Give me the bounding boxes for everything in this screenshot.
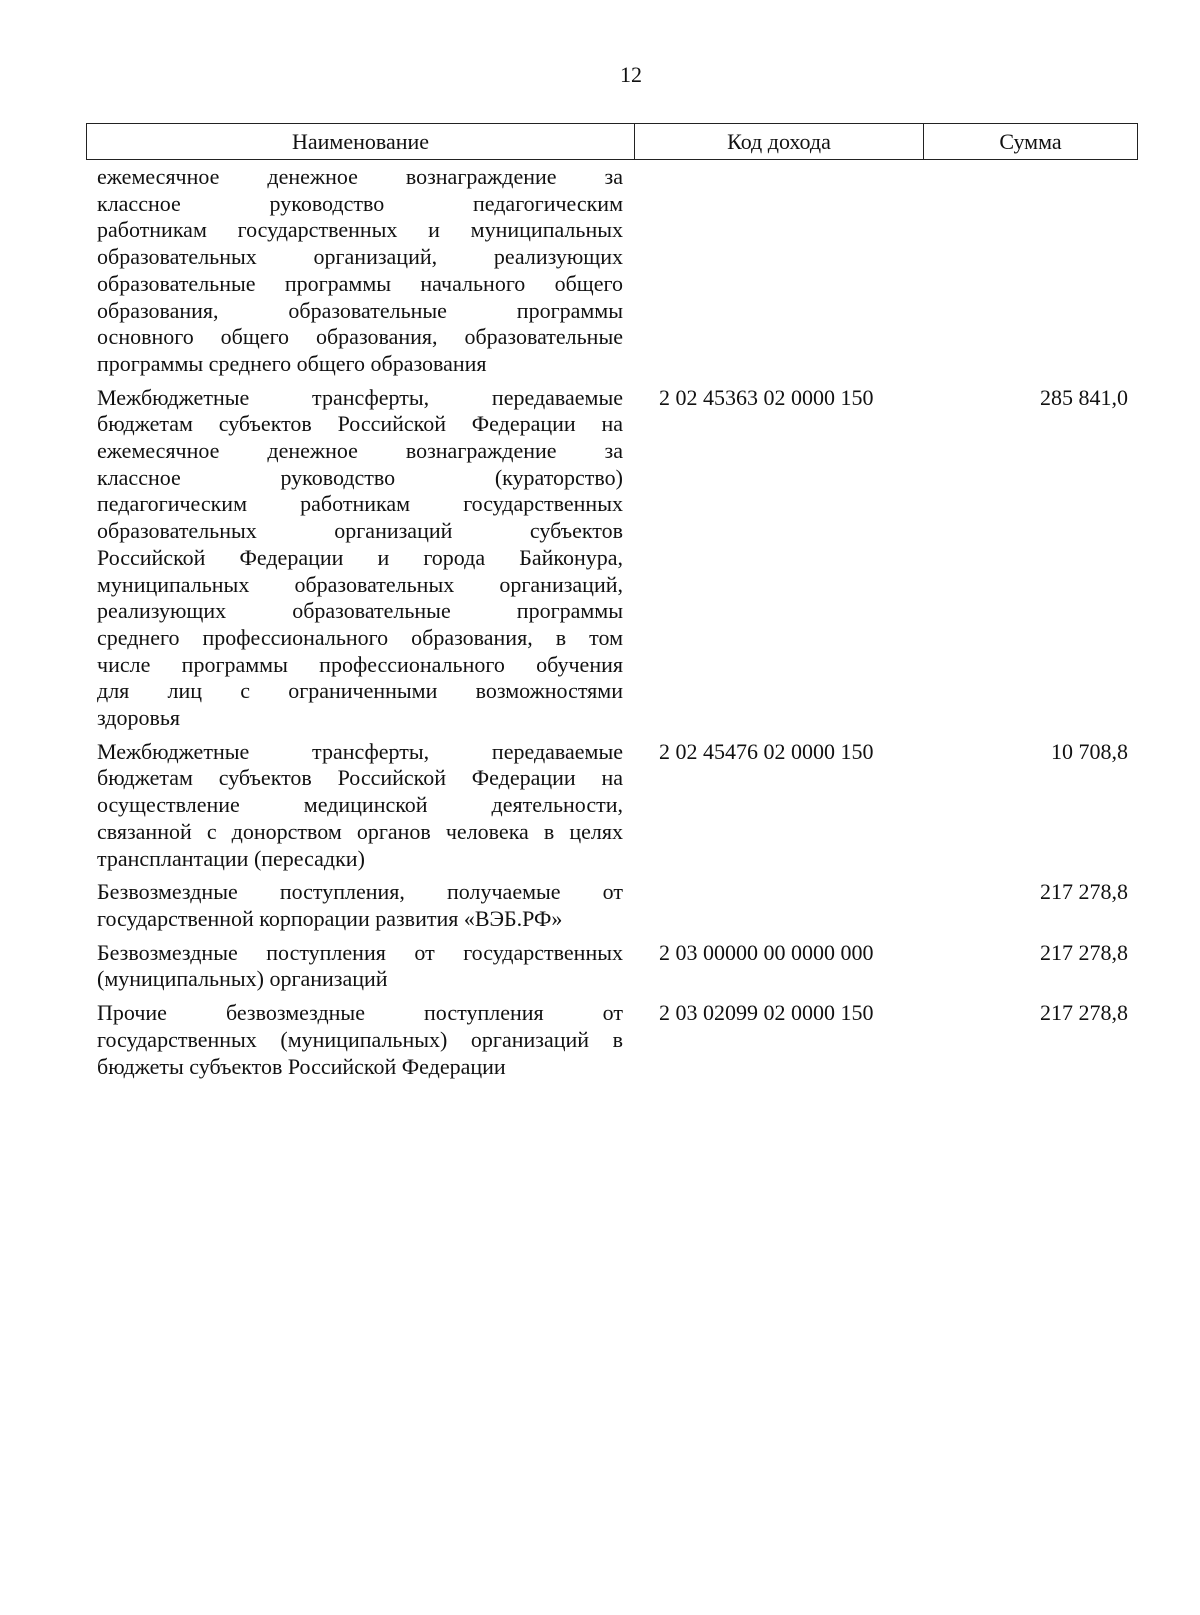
table-row [0, 879, 1200, 932]
row-name-line: основного общего образования, образовательные [97, 324, 623, 350]
table-body [0, 164, 1200, 1087]
row-code: 2 03 00000 00 0000 000 [659, 939, 874, 965]
row-code: 2 02 45476 02 0000 150 [659, 738, 874, 764]
page-number: 12 [620, 62, 642, 87]
row-name [97, 385, 623, 732]
row-name-line: бюджетам субъектов Российской Федерации на [97, 411, 623, 437]
row-name [97, 739, 623, 873]
row-name [97, 1000, 623, 1080]
row-name-line: осуществление медицинской деятельности, [97, 792, 623, 818]
table-row [0, 940, 1200, 993]
row-name [97, 879, 623, 932]
table-row [0, 385, 1200, 732]
row-name-line: Прочие безвозмездные поступления от [97, 1000, 623, 1026]
row-name [97, 940, 623, 993]
row-name-line: классное руководство педагогическим [97, 190, 623, 216]
row-name-line: программы среднего общего образования [97, 350, 487, 376]
table-row [0, 164, 1200, 378]
row-name-line: (муниципальных) организаций [97, 966, 388, 992]
table-row [0, 739, 1200, 873]
row-name-line: для лиц с ограниченными возможностями [97, 678, 623, 704]
row-name-line: бюджеты субъектов Российской Федерации [97, 1053, 506, 1079]
row-name-line: Безвозмездные поступления от государственных [97, 939, 623, 965]
row-name-line: государственной корпорации развития «ВЭБ.РФ» [97, 905, 563, 931]
row-name-line: государственных (муниципальных) организаций в [97, 1026, 623, 1052]
row-name-line: ежемесячное денежное вознаграждение за [97, 438, 623, 464]
row-name-line: образовательных организаций, реализующих [97, 244, 623, 270]
header-code: Код дохода [635, 124, 924, 159]
row-name-line: образовательные программы начального общего [97, 270, 623, 296]
row-name-line: Межбюджетные трансферты, передаваемые [97, 384, 623, 410]
row-name-line: образования, образовательные программы [97, 297, 623, 323]
row-name-line: Межбюджетные трансферты, передаваемые [97, 738, 623, 764]
row-name-line: связанной с донорством органов человека в целях [97, 818, 623, 844]
row-name-line: среднего профессионального образования, в том [97, 624, 623, 650]
row-code: 2 02 45363 02 0000 150 [659, 384, 874, 410]
row-name-line: работникам государственных и муниципальных [97, 217, 623, 243]
header-sum: Сумма [999, 128, 1062, 154]
row-name-line: муниципальных образовательных организаций, [97, 571, 623, 597]
row-name-line: классное руководство (кураторство) [97, 464, 623, 490]
row-code: 2 03 02099 02 0000 150 [659, 1000, 874, 1026]
row-name-line: ежемесячное денежное вознаграждение за [97, 164, 623, 189]
row-name-line: трансплантации (пересадки) [97, 845, 365, 871]
row-name-line: образовательных организаций субъектов [97, 518, 623, 544]
row-name-line: здоровья [97, 705, 181, 731]
table-row [0, 1000, 1200, 1080]
row-sum: 285 841,0 [1040, 384, 1128, 410]
header-name: Наименование [87, 124, 635, 159]
row-name-line: педагогическим работникам государственных [97, 491, 623, 517]
row-name-line: реализующих образовательные программы [97, 598, 623, 624]
row-name-line: Безвозмездные поступления, получаемые от [97, 879, 623, 905]
table-header [86, 123, 1138, 160]
row-sum: 217 278,8 [1040, 1000, 1128, 1026]
row-name-line: бюджетам субъектов Российской Федерации на [97, 765, 623, 791]
row-sum: 217 278,8 [1040, 879, 1128, 905]
row-name [97, 164, 623, 378]
row-name-line: Российской Федерации и города Байконура, [97, 544, 623, 570]
row-name-line: числе программы профессионального обучения [97, 651, 623, 677]
row-sum: 10 708,8 [1051, 738, 1128, 764]
row-sum: 217 278,8 [1040, 939, 1128, 965]
